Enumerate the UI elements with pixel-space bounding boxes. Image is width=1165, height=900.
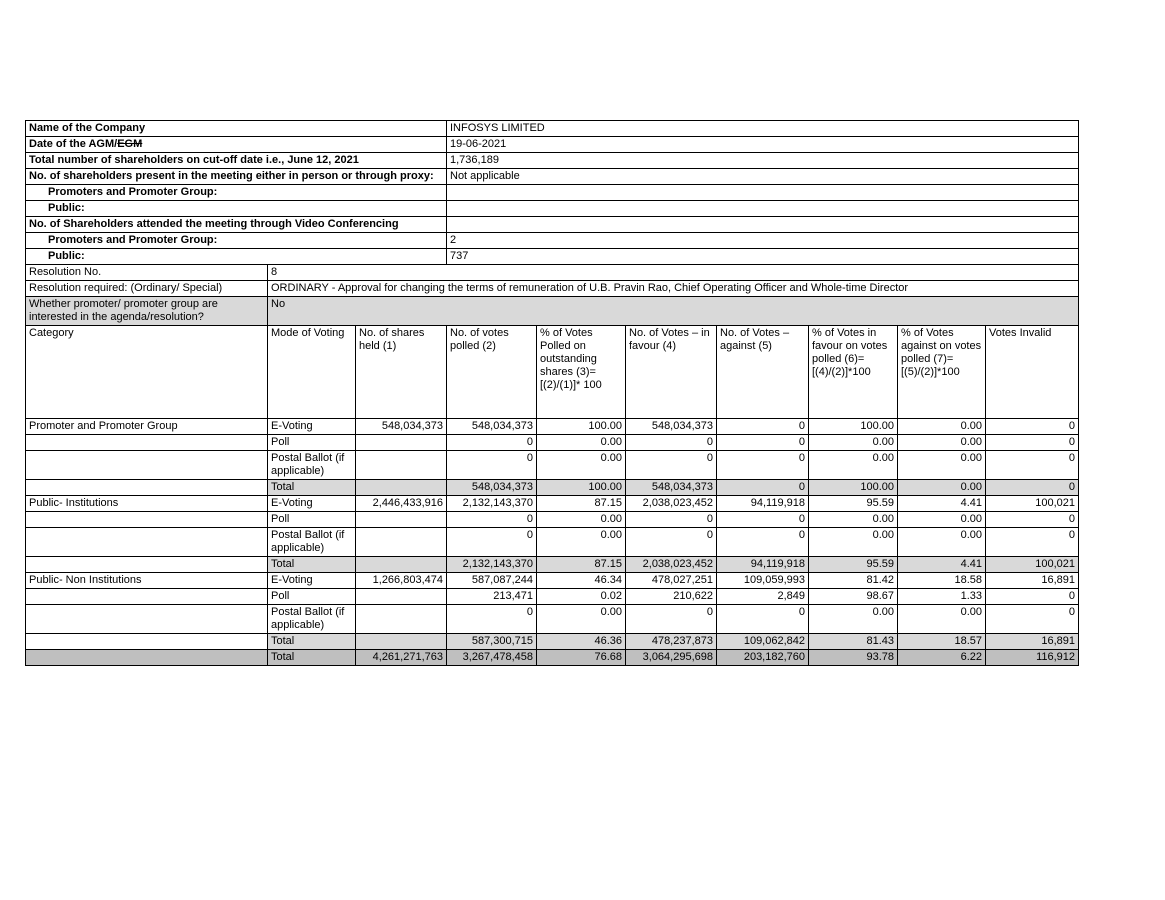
mode-cell: Postal Ballot (if applicable) [268, 605, 356, 634]
promoter-interested-row [26, 297, 1079, 326]
header-votes-polled: No. of votes polled (2) [447, 326, 537, 419]
table-row-g0-postal [26, 451, 1079, 480]
invalid-cell: 0 [986, 435, 1079, 451]
votes-polled-cell: 0 [447, 451, 537, 480]
category-cell: Public- Institutions [26, 496, 268, 512]
shares-held-cell: 2,446,433,916 [356, 496, 447, 512]
info-row-public-vc [26, 249, 1079, 265]
pct-favour-cell: 0.00 [809, 512, 898, 528]
votes-polled-cell: 548,034,373 [447, 480, 537, 496]
pct-polled-cell: 76.68 [537, 650, 626, 666]
against-cell: 94,119,918 [717, 496, 809, 512]
against-cell: 0 [717, 435, 809, 451]
category-cell-empty [26, 480, 268, 496]
header-votes-against: No. of Votes – against (5) [717, 326, 809, 419]
pct-polled-cell: 0.00 [537, 528, 626, 557]
mode-cell: Postal Ballot (if applicable) [268, 451, 356, 480]
shares-held-cell: 4,261,271,763 [356, 650, 447, 666]
pct-favour-cell: 0.00 [809, 451, 898, 480]
votes-polled-cell: 213,471 [447, 589, 537, 605]
invalid-cell: 100,021 [986, 557, 1079, 573]
invalid-cell: 100,021 [986, 496, 1079, 512]
against-cell: 94,119,918 [717, 557, 809, 573]
votes-polled-cell: 2,132,143,370 [447, 496, 537, 512]
shares-held-cell-empty [356, 557, 447, 573]
category-cell-empty [26, 605, 268, 634]
pct-favour-cell: 100.00 [809, 480, 898, 496]
votes-polled-cell: 0 [447, 605, 537, 634]
pct-against-cell: 4.41 [898, 557, 986, 573]
agm-date-value: 19-06-2021 [447, 137, 1079, 153]
favour-cell: 478,027,251 [626, 573, 717, 589]
category-cell-empty [26, 557, 268, 573]
info-row-promoters-proxy [26, 185, 1079, 201]
pct-favour-cell: 0.00 [809, 528, 898, 557]
agm-label-text: Date of the AGM/ [29, 138, 118, 150]
favour-cell: 210,622 [626, 589, 717, 605]
category-cell-empty [26, 451, 268, 480]
mode-cell: E-Voting [268, 573, 356, 589]
header-shares-held: No. of shares held (1) [356, 326, 447, 419]
pct-favour-cell: 0.00 [809, 605, 898, 634]
pct-favour-cell: 93.78 [809, 650, 898, 666]
header-mode: Mode of Voting [268, 326, 356, 419]
promoter-interested-label: Whether promoter/ promoter group are interested in the agenda/resolution? [26, 297, 268, 326]
favour-cell: 548,034,373 [626, 419, 717, 435]
header-votes-favour: No. of Votes – in favour (4) [626, 326, 717, 419]
mode-cell: E-Voting [268, 496, 356, 512]
shareholders-total-value: 1,736,189 [447, 153, 1079, 169]
category-cell: Public- Non Institutions [26, 573, 268, 589]
pct-against-cell: 18.57 [898, 634, 986, 650]
pct-favour-cell: 100.00 [809, 419, 898, 435]
against-cell: 0 [717, 451, 809, 480]
egm-struck-text: EGM [117, 138, 143, 150]
invalid-cell: 116,912 [986, 650, 1079, 666]
pct-polled-cell: 0.00 [537, 512, 626, 528]
against-cell: 0 [717, 528, 809, 557]
pct-against-cell: 6.22 [898, 650, 986, 666]
against-cell: 109,062,842 [717, 634, 809, 650]
pct-polled-cell: 0.00 [537, 605, 626, 634]
resolution-required-label: Resolution required: (Ordinary/ Special) [26, 281, 268, 297]
table-row-g1-poll [26, 512, 1079, 528]
resolution-no-row [26, 265, 1079, 281]
mode-cell-total: Total [268, 557, 356, 573]
pct-against-cell: 0.00 [898, 451, 986, 480]
mode-cell: E-Voting [268, 419, 356, 435]
pct-polled-cell: 87.15 [537, 496, 626, 512]
against-cell: 2,849 [717, 589, 809, 605]
header-pct-polled: % of Votes Polled on outstanding shares (3)=[(2)/(1)]* 100 [537, 326, 626, 419]
votes-polled-cell: 0 [447, 528, 537, 557]
votes-polled-cell: 0 [447, 435, 537, 451]
shares-held-cell-empty [356, 634, 447, 650]
voting-results-sheet [25, 120, 1079, 666]
company-name-value: INFOSYS LIMITED [447, 121, 1079, 137]
shares-held-cell: 1,266,803,474 [356, 573, 447, 589]
table-row-g2-evoting [26, 573, 1079, 589]
pct-polled-cell: 46.36 [537, 634, 626, 650]
against-cell: 0 [717, 605, 809, 634]
table-row-g0-poll [26, 435, 1079, 451]
present-label: No. of shareholders present in the meeting either in person or through proxy: [26, 169, 447, 185]
info-row-agm-date [26, 137, 1079, 153]
table-row-g1-total [26, 557, 1079, 573]
public-proxy-value [447, 201, 1079, 217]
pct-against-cell: 18.58 [898, 573, 986, 589]
invalid-cell: 16,891 [986, 573, 1079, 589]
info-row-present [26, 169, 1079, 185]
grand-total-row [26, 650, 1079, 666]
info-row-vc-attended [26, 217, 1079, 233]
promoters-vc-label: Promoters and Promoter Group: [26, 233, 447, 249]
shares-held-cell-empty [356, 451, 447, 480]
category-cell: Promoter and Promoter Group [26, 419, 268, 435]
table-row-g2-total [26, 634, 1079, 650]
category-cell-empty [26, 634, 268, 650]
invalid-cell: 0 [986, 451, 1079, 480]
votes-polled-cell: 587,300,715 [447, 634, 537, 650]
against-cell: 109,059,993 [717, 573, 809, 589]
pct-favour-cell: 0.00 [809, 435, 898, 451]
favour-cell: 0 [626, 451, 717, 480]
pct-polled-cell: 100.00 [537, 480, 626, 496]
header-pct-favour: % of Votes in favour on votes polled (6)=[(4)/(2)]*100 [809, 326, 898, 419]
votes-polled-cell: 3,267,478,458 [447, 650, 537, 666]
table-row-g0-total [26, 480, 1079, 496]
votes-polled-cell: 548,034,373 [447, 419, 537, 435]
pct-against-cell: 0.00 [898, 512, 986, 528]
pct-against-cell: 4.41 [898, 496, 986, 512]
shares-held-cell-empty [356, 528, 447, 557]
promoter-interested-value: No [268, 297, 1079, 326]
info-row-promoters-vc [26, 233, 1079, 249]
pct-polled-cell: 87.15 [537, 557, 626, 573]
table-row-g1-postal [26, 528, 1079, 557]
favour-cell: 0 [626, 512, 717, 528]
pct-against-cell: 0.00 [898, 480, 986, 496]
favour-cell: 2,038,023,452 [626, 557, 717, 573]
votes-polled-cell: 2,132,143,370 [447, 557, 537, 573]
public-vc-value: 737 [447, 249, 1079, 265]
votes-polled-cell: 587,087,244 [447, 573, 537, 589]
favour-cell: 0 [626, 605, 717, 634]
info-row-public-proxy [26, 201, 1079, 217]
pct-against-cell: 0.00 [898, 605, 986, 634]
mode-cell: Poll [268, 589, 356, 605]
pct-against-cell: 1.33 [898, 589, 986, 605]
info-row-company [26, 121, 1079, 137]
favour-cell: 478,237,873 [626, 634, 717, 650]
pct-favour-cell: 81.42 [809, 573, 898, 589]
favour-cell: 0 [626, 528, 717, 557]
promoters-proxy-value [447, 185, 1079, 201]
present-value: Not applicable [447, 169, 1079, 185]
table-row-g2-poll [26, 589, 1079, 605]
resolution-required-row [26, 281, 1079, 297]
against-cell: 0 [717, 419, 809, 435]
shares-held-cell-empty [356, 435, 447, 451]
header-category: Category [26, 326, 268, 419]
against-cell: 0 [717, 480, 809, 496]
promoters-proxy-label: Promoters and Promoter Group: [26, 185, 447, 201]
pct-polled-cell: 100.00 [537, 419, 626, 435]
header-pct-against: % of Votes against on votes polled (7)=[(5)/(2)]*100 [898, 326, 986, 419]
invalid-cell: 0 [986, 528, 1079, 557]
favour-cell: 548,034,373 [626, 480, 717, 496]
promoters-vc-value: 2 [447, 233, 1079, 249]
public-vc-label: Public: [26, 249, 447, 265]
pct-against-cell: 0.00 [898, 528, 986, 557]
vc-attended-value [447, 217, 1079, 233]
resolution-no-value: 8 [268, 265, 1079, 281]
pct-polled-cell: 0.02 [537, 589, 626, 605]
pct-polled-cell: 0.00 [537, 451, 626, 480]
pct-against-cell: 0.00 [898, 419, 986, 435]
pct-against-cell: 0.00 [898, 435, 986, 451]
mode-cell-total: Total [268, 480, 356, 496]
resolution-required-value: ORDINARY - Approval for changing the terms of remuneration of U.B. Pravin Rao, Chief Operating Officer and Whole-time Director [268, 281, 1079, 297]
against-cell: 0 [717, 512, 809, 528]
public-proxy-label: Public: [26, 201, 447, 217]
invalid-cell: 0 [986, 589, 1079, 605]
shares-held-cell: 548,034,373 [356, 419, 447, 435]
invalid-cell: 0 [986, 605, 1079, 634]
mode-cell-total: Total [268, 634, 356, 650]
table-row-g2-postal [26, 605, 1079, 634]
against-cell: 203,182,760 [717, 650, 809, 666]
mode-cell: Postal Ballot (if applicable) [268, 528, 356, 557]
vc-attended-label: No. of Shareholders attended the meeting through Video Conferencing [26, 217, 447, 233]
voting-header-row [26, 326, 1079, 419]
agm-date-label [26, 137, 447, 153]
shares-held-cell-empty [356, 480, 447, 496]
category-cell-empty [26, 512, 268, 528]
mode-cell-grand-total: Total [268, 650, 356, 666]
category-cell-empty [26, 528, 268, 557]
pct-favour-cell: 95.59 [809, 557, 898, 573]
votes-polled-cell: 0 [447, 512, 537, 528]
invalid-cell: 0 [986, 480, 1079, 496]
shares-held-cell-empty [356, 589, 447, 605]
category-cell-empty [26, 589, 268, 605]
invalid-cell: 16,891 [986, 634, 1079, 650]
mode-cell: Poll [268, 512, 356, 528]
pct-favour-cell: 98.67 [809, 589, 898, 605]
resolution-no-label: Resolution No. [26, 265, 268, 281]
shareholders-total-label: Total number of shareholders on cut-off date i.e., June 12, 2021 [26, 153, 447, 169]
category-cell-empty [26, 650, 268, 666]
pct-favour-cell: 81.43 [809, 634, 898, 650]
favour-cell: 2,038,023,452 [626, 496, 717, 512]
shares-held-cell-empty [356, 605, 447, 634]
pct-favour-cell: 95.59 [809, 496, 898, 512]
table-row-g1-evoting [26, 496, 1079, 512]
table-row-g0-evoting [26, 419, 1079, 435]
favour-cell: 0 [626, 435, 717, 451]
company-name-label: Name of the Company [26, 121, 447, 137]
header-votes-invalid: Votes Invalid [986, 326, 1079, 419]
pct-polled-cell: 0.00 [537, 435, 626, 451]
pct-polled-cell: 46.34 [537, 573, 626, 589]
invalid-cell: 0 [986, 419, 1079, 435]
shares-held-cell-empty [356, 512, 447, 528]
info-row-shareholders-total [26, 153, 1079, 169]
mode-cell: Poll [268, 435, 356, 451]
invalid-cell: 0 [986, 512, 1079, 528]
category-cell-empty [26, 435, 268, 451]
favour-cell: 3,064,295,698 [626, 650, 717, 666]
